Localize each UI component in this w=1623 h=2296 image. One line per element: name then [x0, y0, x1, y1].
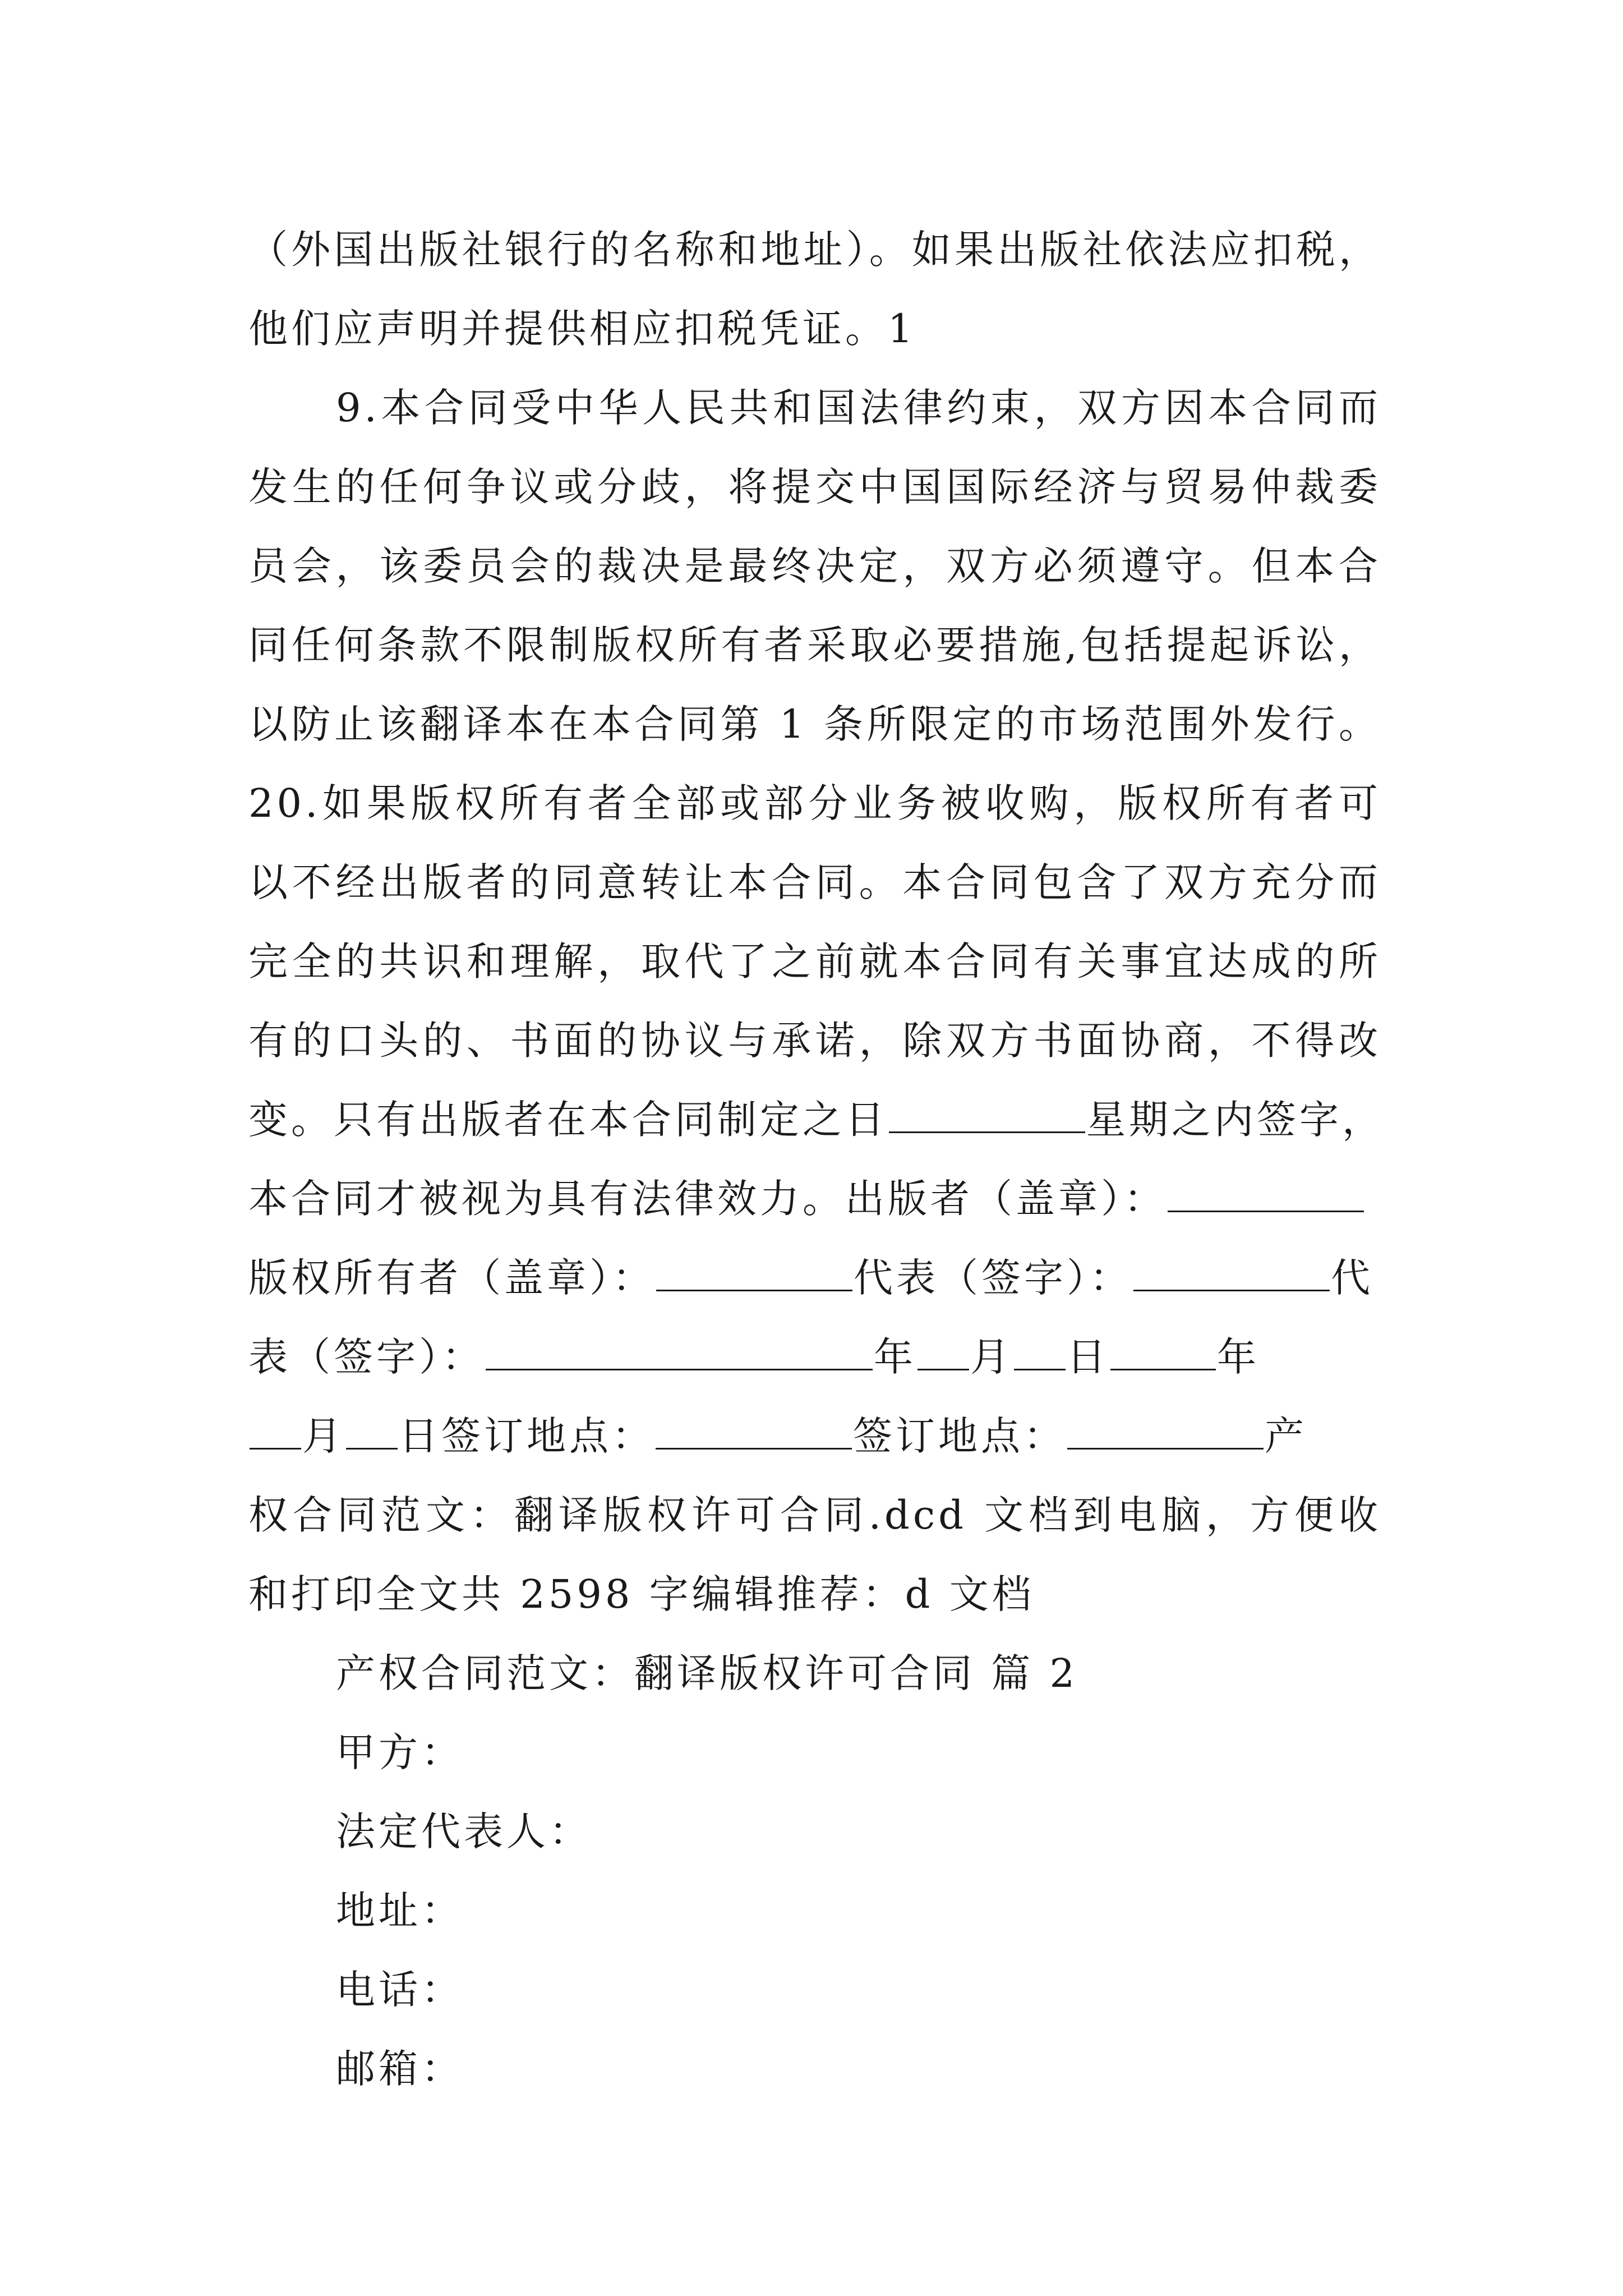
text-line: 权合同范文：翻译版权许可合同.dcd 文档到电脑，方便收: [248, 1492, 1381, 1538]
text-segment: 月: [302, 1413, 345, 1459]
text-line: 员会，该委员会的裁决是最终决定，双方必须遵守。但本合: [248, 543, 1381, 589]
text-line: 和打印全文共 2598 字编辑推荐：d 文档: [248, 1571, 1035, 1617]
text-line: 同任何条款不限制版权所有者采取必要措施,包括提起诉讼，: [248, 622, 1381, 668]
date-blank: [1014, 1334, 1066, 1370]
date-blank: [1110, 1334, 1216, 1370]
text-line: [248, 1239, 1381, 1318]
signature-blank: [1067, 1413, 1264, 1450]
text-line: 有的口头的、书面的协议与承诺，除双方书面协商，不得改: [248, 1018, 1381, 1064]
signature-blank: [656, 1255, 852, 1291]
text-line: 他们应声明并提供相应扣税凭证。1: [248, 306, 916, 352]
text-line: 完全的共识和理解，取代了之前就本合同有关事宜达成的所: [248, 938, 1381, 984]
date-blank: [917, 1334, 969, 1370]
signature-blank: [656, 1413, 852, 1450]
clause-20-line: 20.如果版权所有者全部或部分业务被收购，版权所有者可: [248, 780, 1381, 826]
text-line: 发生的任何争议或分歧，将提交中国国际经济与贸易仲裁委: [248, 464, 1381, 510]
date-blank: [346, 1413, 398, 1450]
text-segment: 产: [1265, 1413, 1307, 1459]
text-line: [248, 1159, 1381, 1239]
legal-representative-field: 法定代表人：: [336, 1809, 592, 1855]
text-segment: 本合同才被视为具有法律效力。出版者（盖章）：: [248, 1176, 1166, 1222]
text-segment: 代: [1331, 1255, 1373, 1301]
signature-blank: [486, 1334, 873, 1370]
signature-blank: [1168, 1176, 1364, 1212]
text-segment: 代表（签字）：: [854, 1255, 1132, 1301]
text-line: [248, 1318, 1381, 1397]
address-field: 地址：: [336, 1888, 464, 1934]
text-line: （外国出版社银行的名称和地址）。如果出版社依法应扣税，: [248, 227, 1381, 273]
text-segment: 年: [1217, 1334, 1260, 1380]
text-segment: 变。只有出版者在本合同制定之日: [248, 1097, 888, 1143]
text-segment: 日签订地点：: [399, 1413, 654, 1459]
signature-blank: [1133, 1255, 1330, 1291]
signature-blank: [889, 1097, 1085, 1133]
text-line: 以防止该翻译本在本合同第 1 条所限定的市场范围外发行。: [248, 701, 1381, 747]
document-body: [248, 210, 1385, 2109]
text-segment: 表（签字）：: [248, 1334, 485, 1380]
text-segment: 星期之内签字，: [1086, 1097, 1385, 1143]
text-line: 以不经出版者的同意转让本合同。本合同包含了双方充分而: [248, 859, 1381, 905]
party-a-field: 甲方：: [336, 1729, 464, 1775]
text-segment: 签订地点：: [853, 1413, 1066, 1459]
text-segment: 年: [874, 1334, 916, 1380]
email-field: 邮箱：: [336, 2046, 464, 2092]
text-segment: 日: [1067, 1334, 1109, 1380]
clause-9-line: 9.本合同受中华人民共和国法律约束，双方因本合同而: [336, 385, 1381, 431]
text-segment: 版权所有者（盖章）：: [248, 1255, 655, 1301]
section-heading: 产权合同范文：翻译版权许可合同 篇 2: [336, 1650, 1078, 1696]
phone-field: 电话：: [336, 1967, 464, 2013]
date-blank: [250, 1413, 301, 1450]
text-line: [248, 1397, 1381, 1476]
text-line: [248, 1080, 1385, 1159]
text-segment: 月: [970, 1334, 1013, 1380]
